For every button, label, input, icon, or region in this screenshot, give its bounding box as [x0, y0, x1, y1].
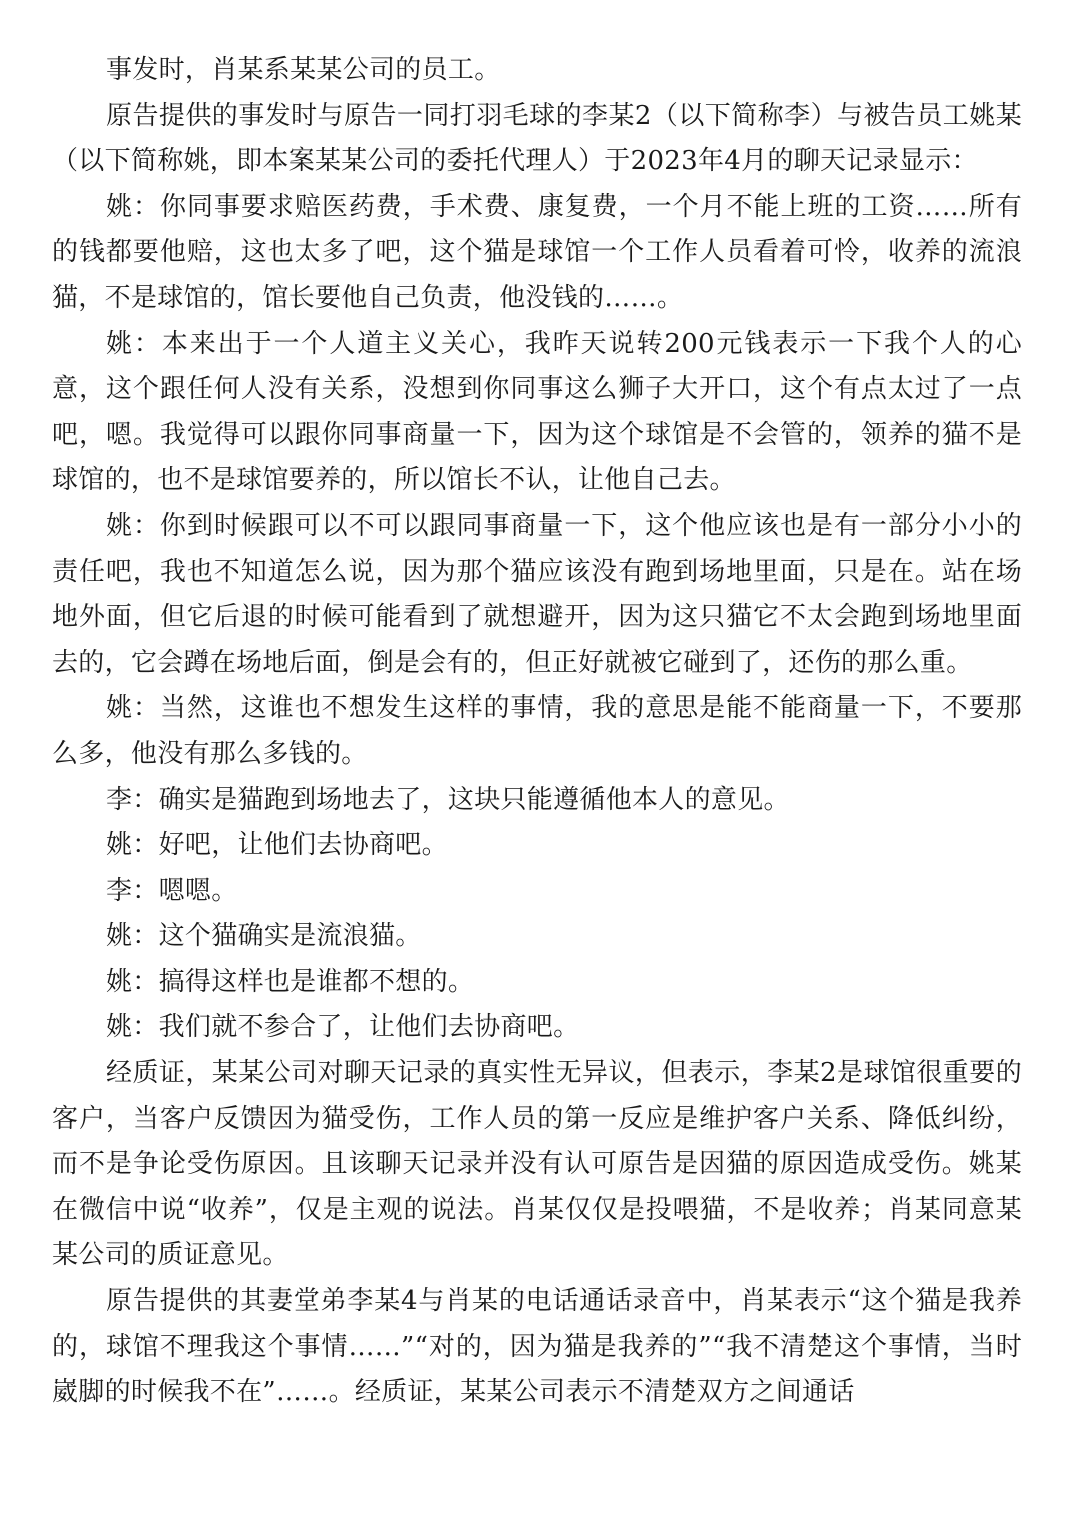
- paragraph-incident-employment: 事发时，肖某系某某公司的员工。: [106, 55, 501, 85]
- paragraph-chat-yao-8: 姚：我们就不参合了，让他们去协商吧。: [106, 1012, 580, 1043]
- paragraph-chat-yao-6: 姚：这个猫确实是流浪猫。: [106, 921, 422, 952]
- paragraph-chat-yao-3: 姚：你到时候跟可以不可以跟同事商量一下，这个他应该也是有一部分小小的责任吧，我也不知道怎么说，因为那个猫应该没有跑到场地里面，只是在。站在场地外面，但它后退的时候可能看到了就想避开，因为这只猫它不太会跑到场地里面去的，它会蹲在场地后面，倒是会有的，但正好就被它碰到了，还伤的那么重。: [52, 510, 1022, 678]
- paragraph-phone-recording: 原告提供的其妻堂弟李某4与肖某的电话通话录音中，肖某表示“这个猫是我养的，球馆不理我这个事情……”“对的，因为猫是我养的”“我不清楚这个事情，当时崴脚的时候我不在”……。经质证，某某公司表示不清楚双方之间通话: [52, 1286, 1022, 1408]
- document-body: [52, 48, 1022, 1416]
- paragraph-chat-yao-2: 姚：本来出于一个人道主义关心，我昨天说转200元钱表示一下我个人的心意，这个跟任何人没有关系，没想到你同事这么狮子大开口，这个有点太过了一点吧，嗯。我觉得可以跟你同事商量一下，因为这个球馆是不会管的，领养的猫不是球馆的，也不是球馆要养的，所以馆长不认，让他自己去。: [52, 328, 1022, 496]
- paragraph-chat-li-2: 李：嗯嗯。: [106, 875, 238, 906]
- paragraph-chat-li-1: 李：确实是猫跑到场地去了，这块只能遵循他本人的意见。: [106, 784, 790, 815]
- paragraph-cross-examination-chat: 经质证，某某公司对聊天记录的真实性无异议，但表示，李某2是球馆很重要的客户，当客户反馈因为猫受伤，工作人员的第一反应是维护客户关系、降低纠纷，而不是争论受伤原因。且该聊天记录并没有认可原告是因猫的原因造成受伤。姚某在微信中说“收养”，仅是主观的说法。肖某仅仅是投喂猫，不是收养；肖某同意某某公司的质证意见。: [52, 1058, 1022, 1271]
- paragraph-chat-yao-7: 姚：搞得这样也是谁都不想的。: [106, 966, 475, 997]
- paragraph-chat-yao-5: 姚：好吧，让他们去协商吧。: [106, 830, 448, 861]
- paragraph-chat-yao-1: 姚：你同事要求赔医药费，手术费、康复费，一个月不能上班的工资……所有的钱都要他赔，这也太多了吧，这个猫是球馆一个工作人员看着可怜，收养的流浪猫，不是球馆的，馆长要他自己负责，他没钱的……。: [52, 191, 1022, 313]
- paragraph-chat-record-intro: 原告提供的事发时与原告一同打羽毛球的李某2（以下简称李）与被告员工姚某（以下简称姚，即本案某某公司的委托代理人）于2023年4月的聊天记录显示：: [52, 100, 1022, 177]
- paragraph-chat-yao-4: 姚：当然，这谁也不想发生这样的事情，我的意思是能不能商量一下，不要那么多，他没有那么多钱的。: [52, 693, 1022, 769]
